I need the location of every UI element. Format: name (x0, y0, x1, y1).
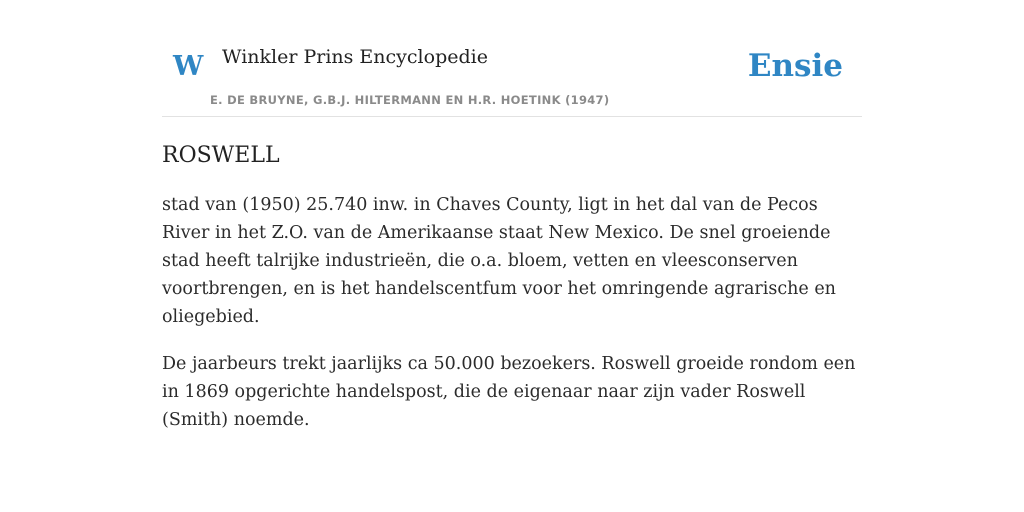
source-header (162, 0, 862, 117)
entry-paragraph: De jaarbeurs trekt jaarlijks ca 50.000 bezoekers. Roswell groeide rondom een in 1869 opgerichte handelspost, die de eigenaar naar zijn vader Roswell (Smith) noemde. (162, 354, 856, 431)
ensie-logo[interactable]: Ensie (747, 48, 843, 84)
entry-title: ROSWELL (162, 143, 280, 168)
entry-body (162, 191, 862, 434)
page-container (162, 0, 862, 434)
source-authors: E. DE BRUYNE, G.B.J. HILTERMANN EN H.R. HOETINK (1947) (210, 93, 610, 107)
source-title[interactable]: Winkler Prins Encyclopedie (222, 46, 488, 68)
entry-paragraph: stad van (1950) 25.740 inw. in Chaves County, ligt in het dal van de Pecos River in het Z.O. van de Amerikaanse staat New Mexico. De snel groeiende stad heeft talrijke industrieën, die o.a. bloem, vetten en vleesconserven voortbrengen, en is het handelscentfum voor het omringende agrarische en oliegebied. (162, 195, 836, 328)
winkler-prins-logo[interactable]: W (173, 51, 204, 82)
